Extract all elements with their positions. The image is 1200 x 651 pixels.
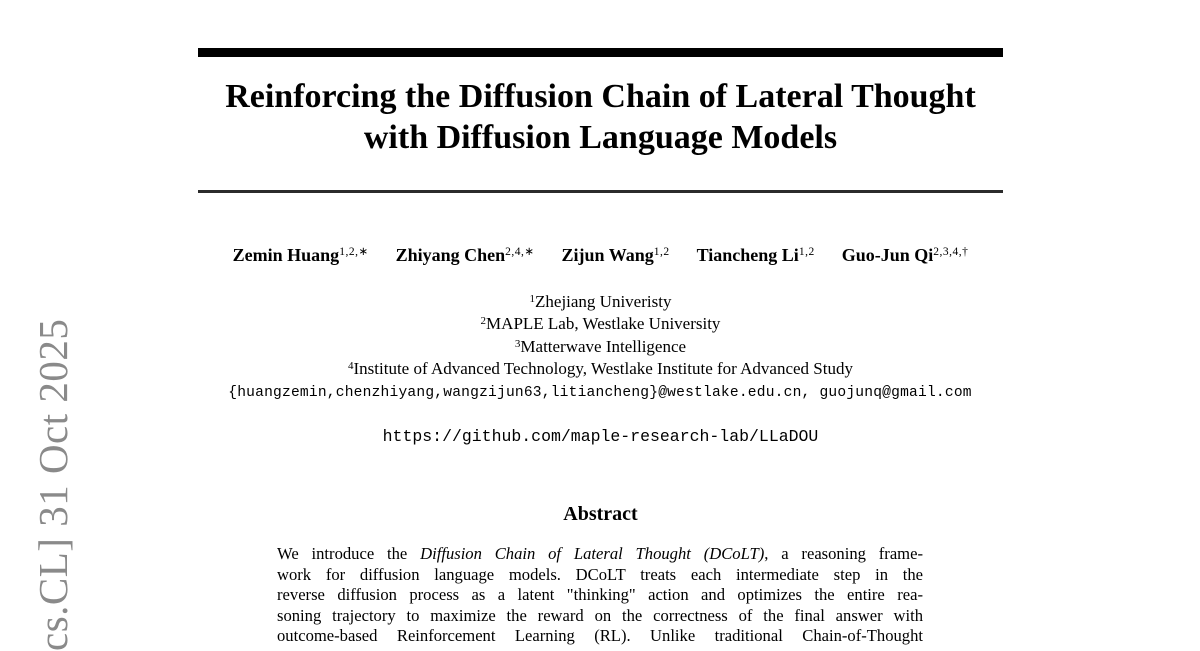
arxiv-stamp: cs.CL] 31 Oct 2025: [30, 318, 76, 651]
affiliation-text: MAPLE Lab, Westlake University: [486, 314, 721, 334]
title-bottom-rule: [198, 190, 1003, 193]
author-superscript: 2,3,4,†: [933, 246, 969, 258]
affiliation-line: [198, 358, 1003, 380]
affiliation-text: Zhejiang Univeristy: [535, 292, 672, 311]
affiliation-superscript: 3: [514, 337, 521, 350]
author-name: Zemin Huang: [232, 245, 340, 265]
author-superscript: 1,2,∗: [339, 246, 369, 258]
author-superscript: 1,2: [653, 246, 670, 258]
author-superscript: 2,4,∗: [505, 246, 535, 258]
author-name: Tiancheng Li: [696, 245, 799, 265]
affiliation-superscript: 4: [348, 360, 354, 373]
title-line-2: with Diffusion Language Models: [363, 119, 838, 156]
author-name: Guo-Jun Qi: [841, 245, 934, 265]
title-top-rule: [198, 48, 1003, 57]
affiliation-line: [198, 336, 1003, 358]
author-name: Zijun Wang: [561, 245, 654, 265]
abstract-line: reverse diffusion process as a latent "thinking" action and optimizes the entire rea-: [277, 585, 923, 604]
abstract-italic-term: Diffusion Chain of Lateral Thought (DCoLT): [420, 544, 765, 563]
affiliations: [198, 291, 1003, 381]
email-line: {huangzemin,chenzhiyang,wangzijun63,litiancheng}@westlake.edu.cn, guojunq@gmail.com: [228, 385, 972, 401]
paper-title: [198, 76, 1003, 158]
author-zemin-huang: [233, 243, 369, 267]
affiliation-text: Matterwave Intelligence: [520, 336, 687, 356]
author-superscript: 1,2: [798, 246, 815, 258]
affiliation-line: [198, 313, 1003, 335]
author-guo-jun-qi: [842, 243, 969, 267]
author-tiancheng-li: [697, 243, 815, 267]
author-name: Zhiyang Chen: [395, 245, 506, 265]
author-zijun-wang: [562, 243, 670, 267]
affiliation-superscript: 1: [529, 293, 536, 305]
abstract-text: We introduce the: [277, 544, 421, 563]
abstract-body: [277, 544, 923, 647]
affiliation-superscript: 2: [480, 315, 487, 328]
author-row: [198, 243, 1003, 267]
affiliation-line: [198, 291, 1003, 313]
abstract-line: [277, 544, 923, 565]
title-line-1: Reinforcing the Diffusion Chain of Lateral Thought: [225, 78, 976, 115]
author-zhiyang-chen: [396, 243, 535, 267]
abstract-heading: Abstract: [563, 503, 638, 525]
abstract-line: outcome-based Reinforcement Learning (RL). Unlike traditional Chain-of-Thought: [277, 626, 923, 645]
affiliation-text: Institute of Advanced Technology, Westlake Institute for Advanced Study: [353, 359, 853, 379]
abstract-text: , a reasoning frame-: [764, 544, 923, 563]
abstract-line: work for diffusion language models. DCoLT treats each intermediate step in the: [277, 564, 923, 584]
repo-link[interactable]: https://github.com/maple-research-lab/LLaDOU: [382, 427, 819, 446]
abstract-line: soning trajectory to maximize the reward on the correctness of the final answer with: [277, 605, 923, 625]
